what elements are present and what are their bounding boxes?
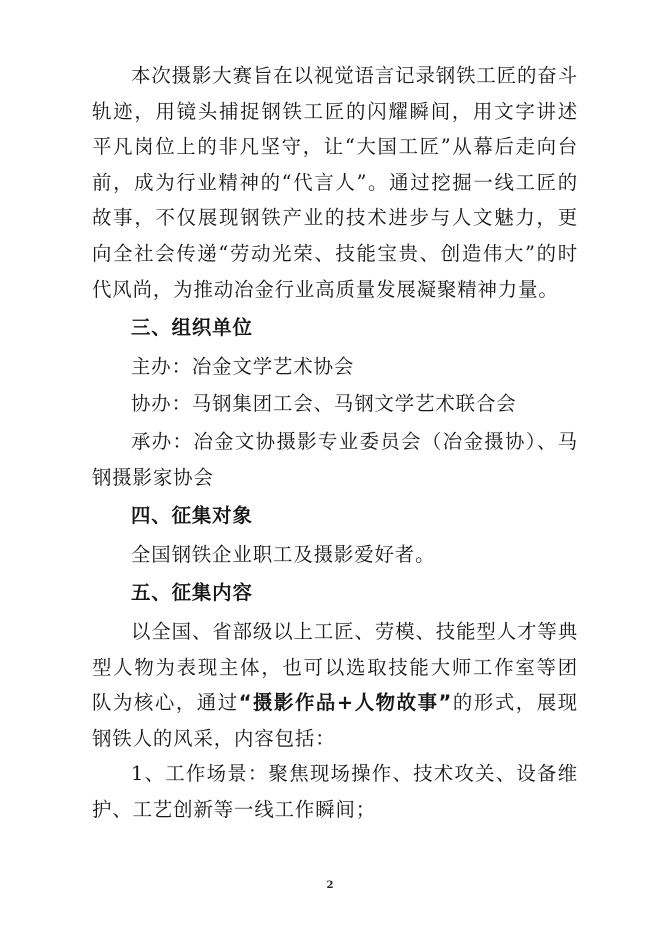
organizer-line: 承办：冶金文协摄影专业委员会（冶金摄协）、马钢摄影家协会 <box>92 429 578 489</box>
content-text-after: 的形式，展现钢铁人的风采，内容包括： <box>92 691 578 750</box>
intro-paragraph: 本次摄影大赛旨在以视觉语言记录钢铁工匠的奋斗轨迹，用镜头捕捉钢铁工匠的闪耀瞬间，用文字讲述平凡岗位上的非凡坚守，让“大国工匠”从幕后走向台前，成为行业精神的“代言人”。通过挖掘一线工匠的故事，不仅展现钢铁产业的技术进步与人文魅力，更向全社会传递“劳动光荣、技能宝贵、创造伟大”的时代风尚，为推动冶金行业高质量发展凝聚精神力量。 <box>92 64 578 301</box>
page-number: 2 <box>326 880 334 891</box>
target-text: 全国钢铁企业职工及摄影爱好者。 <box>131 542 436 566</box>
content-text-before: 以全国、省部级以上工匠、劳模、技能型人才等典型人物为表现主体，也可以选取技能大师工作室等团队为核心，通过 <box>92 619 578 715</box>
co-host-line: 协办：马钢集团工会、马钢文学艺术联合会 <box>131 392 517 416</box>
document-body <box>92 58 578 827</box>
section-heading-content: 五、征集内容 <box>131 581 253 605</box>
content-paragraph <box>92 614 578 756</box>
section-heading-organizers: 三、组织单位 <box>131 316 253 340</box>
section-heading-target: 四、征集对象 <box>131 504 253 528</box>
host-line: 主办：冶金文学艺术协会 <box>131 354 355 378</box>
content-item-1: 1、工作场景：聚焦现场操作、技术攻关、设备维护、工艺创新等一线工作瞬间； <box>92 762 578 821</box>
content-text-bold: “摄影作品+人物故事” <box>238 691 453 715</box>
